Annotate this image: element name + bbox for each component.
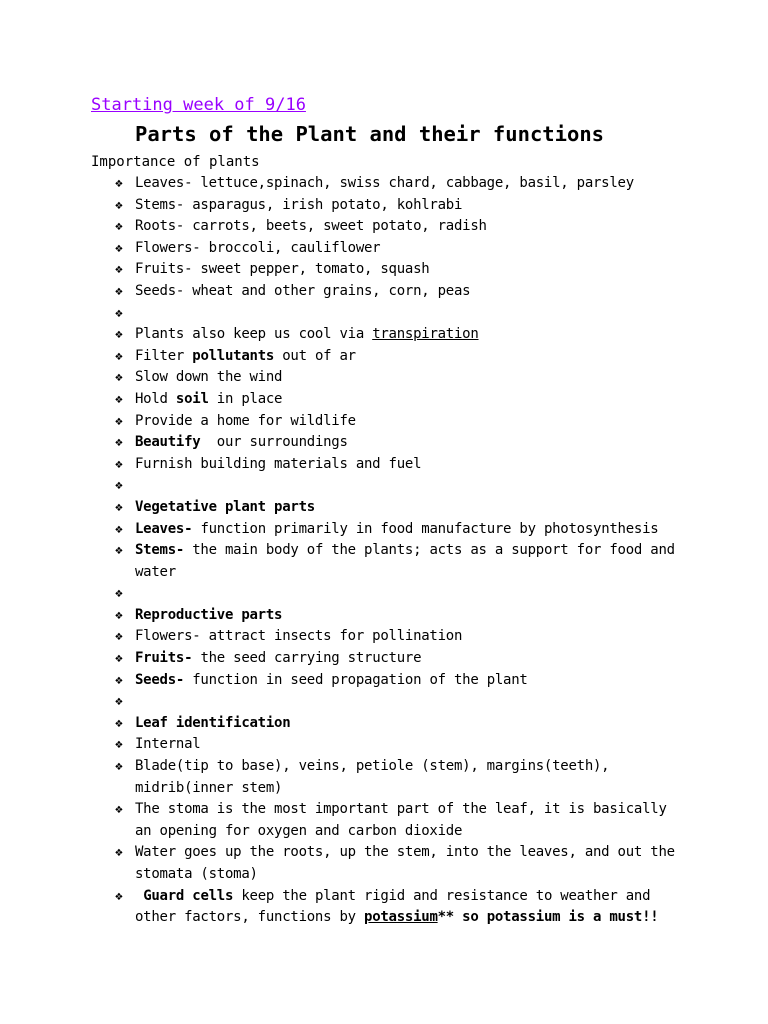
item-text: Internal (135, 736, 201, 753)
item-text: Flowers- attract insects for pollination (135, 628, 463, 645)
item-bold: Guard cells (143, 887, 234, 904)
item-pre: Plants also keep us cool via (135, 326, 373, 343)
item-bold: soil (175, 390, 209, 407)
list-item (115, 173, 675, 195)
list-item (115, 303, 675, 325)
item-post: function in seed propagation of the plant (184, 671, 528, 688)
item-bold: Vegetative plant parts (135, 498, 315, 515)
bullet-list (115, 173, 683, 929)
item-post: function primarily in food manufacture by photosynthesis (192, 520, 659, 537)
item-bold-underline: potassium (364, 909, 438, 926)
item-post: the main body of the plants; acts as a support for food and water (135, 542, 683, 580)
item-pre: Hold (135, 390, 176, 407)
item-post: out of ar (274, 347, 356, 364)
diamond-bullet-icon: ❖ (115, 694, 123, 710)
list-item (115, 411, 675, 433)
list-item (115, 454, 675, 476)
week-link[interactable]: Starting week of 9/16 (91, 95, 306, 115)
diamond-bullet-icon: ❖ (115, 759, 123, 775)
list-item (115, 648, 675, 670)
item-text: Water goes up the roots, up the stem, into the leaves, and out the stomata (stoma) (135, 844, 683, 882)
diamond-bullet-icon: ❖ (115, 672, 123, 688)
diamond-bullet-icon: ❖ (115, 737, 123, 753)
list-item (115, 756, 675, 799)
item-bold: Seeds- (135, 671, 185, 688)
list-item (115, 691, 675, 713)
item-post: keep the plant rigid and resistance to weather and other factors, functions by (135, 887, 659, 926)
item-text: Provide a home for wildlife (135, 412, 356, 429)
diamond-bullet-icon: ❖ (115, 413, 123, 429)
diamond-bullet-icon: ❖ (115, 607, 123, 623)
list-item (115, 475, 675, 497)
diamond-bullet-icon: ❖ (115, 521, 123, 537)
item-bold: Fruits- (135, 650, 193, 667)
list-item (115, 367, 675, 389)
list-item (115, 842, 683, 885)
list-item (115, 540, 683, 583)
item-post: the seed carrying structure (192, 650, 422, 667)
list-item (115, 259, 675, 281)
list-item (115, 432, 675, 454)
list-item (115, 713, 675, 735)
list-item (115, 324, 675, 346)
list-item (115, 886, 675, 929)
list-item (115, 799, 675, 842)
item-bold: Leaf identification (135, 714, 291, 731)
diamond-bullet-icon: ❖ (115, 219, 123, 235)
item-text: Flowers- broccoli, cauliflower (135, 239, 381, 256)
item-text: Stems- asparagus, irish potato, kohlrabi (135, 196, 463, 213)
diamond-bullet-icon: ❖ (115, 456, 123, 472)
item-bold: pollutants (192, 347, 275, 364)
list-item (115, 195, 675, 217)
item-bold: Stems- (135, 542, 185, 559)
list-item (115, 605, 675, 627)
diamond-bullet-icon: ❖ (115, 348, 123, 364)
list-item (115, 346, 675, 368)
list-item (115, 216, 675, 238)
diamond-bullet-icon: ❖ (115, 305, 123, 321)
diamond-bullet-icon: ❖ (115, 499, 123, 515)
diamond-bullet-icon: ❖ (115, 802, 123, 818)
list-item (115, 670, 675, 692)
diamond-bullet-icon: ❖ (115, 327, 123, 343)
item-text: Leaves- lettuce,spinach, swiss chard, cabbage, basil, parsley (135, 175, 634, 191)
item-text: Roots- carrots, beets, sweet potato, radish (135, 218, 487, 235)
diamond-bullet-icon: ❖ (115, 435, 123, 451)
diamond-bullet-icon: ❖ (115, 240, 123, 256)
diamond-bullet-icon: ❖ (115, 629, 123, 645)
list-item (115, 238, 675, 260)
item-underline: transpiration (372, 326, 479, 343)
list-item (115, 389, 675, 411)
item-pre: Filter (135, 347, 193, 364)
diamond-bullet-icon: ❖ (115, 651, 123, 667)
item-text: Seeds- wheat and other grains, corn, peas (135, 282, 471, 299)
intro-text: Importance of plants (91, 154, 260, 170)
diamond-bullet-icon: ❖ (115, 845, 123, 861)
item-post: our surroundings (200, 434, 348, 451)
diamond-bullet-icon: ❖ (115, 543, 123, 559)
diamond-bullet-icon: ❖ (115, 888, 123, 904)
item-text: Blade(tip to base), veins, petiole (stem), margins(teeth), midrib(inner stem) (135, 758, 618, 796)
item-text: Slow down the wind (135, 369, 283, 386)
item-bold: Beautify (135, 434, 201, 451)
list-item (115, 734, 675, 756)
diamond-bullet-icon: ❖ (115, 478, 123, 494)
list-item (115, 626, 675, 648)
diamond-bullet-icon: ❖ (115, 586, 123, 602)
diamond-bullet-icon: ❖ (115, 391, 123, 407)
diamond-bullet-icon: ❖ (115, 197, 123, 213)
item-text: The stoma is the most important part of the leaf, it is basically an opening for oxygen and carbon dioxide (135, 801, 675, 839)
diamond-bullet-icon: ❖ (115, 715, 123, 731)
item-post-bold: ** so potassium is a must!! (437, 909, 659, 926)
list-item (115, 497, 675, 519)
list-item (115, 281, 675, 303)
item-pre (135, 888, 143, 904)
diamond-bullet-icon: ❖ (115, 283, 123, 299)
list-item (115, 519, 675, 541)
item-post: in place (208, 390, 283, 407)
diamond-bullet-icon: ❖ (115, 176, 123, 191)
item-text: Furnish building materials and fuel (135, 455, 422, 472)
diamond-bullet-icon: ❖ (115, 370, 123, 386)
item-bold: Leaves- (135, 520, 193, 537)
item-bold: Reproductive parts (135, 606, 283, 623)
diamond-bullet-icon: ❖ (115, 262, 123, 278)
item-text: Fruits- sweet pepper, tomato, squash (135, 261, 430, 278)
page-title: Parts of the Plant and their functions (135, 122, 604, 146)
list-item (115, 583, 675, 605)
